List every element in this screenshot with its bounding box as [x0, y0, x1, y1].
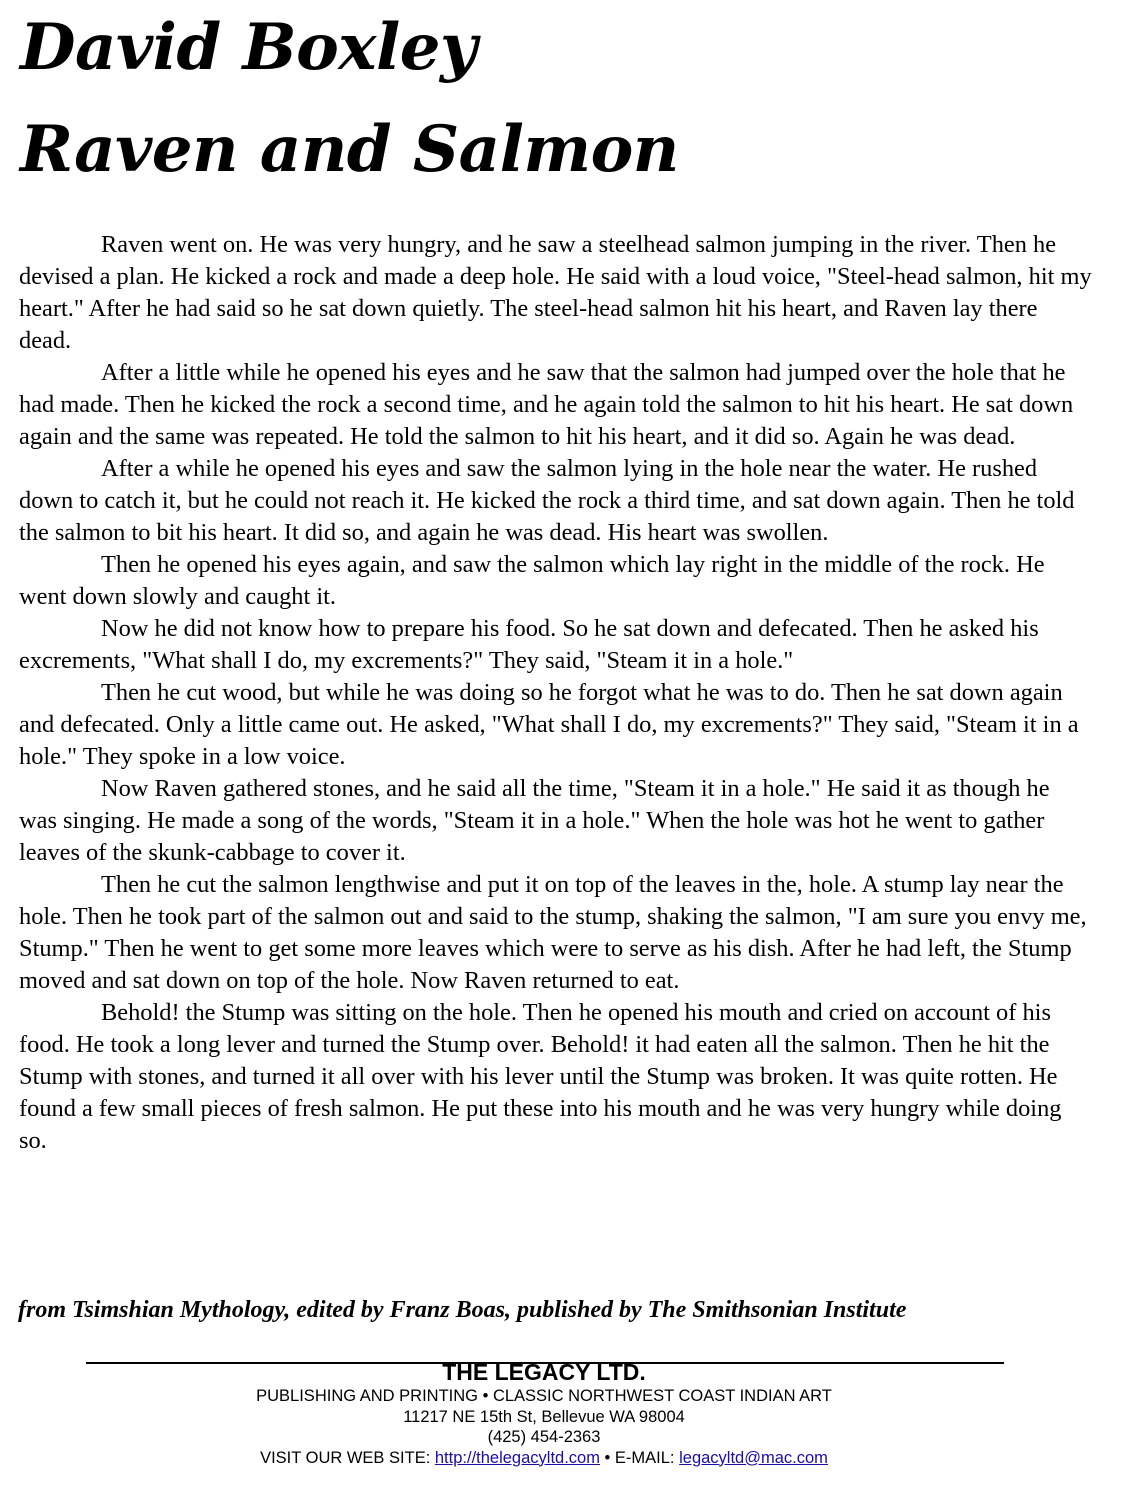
source-citation: from Tsimshian Mythology, edited by Franz Boas, published by The Smithsonian Institute [18, 1297, 907, 1323]
story-paragraph: Behold! the Stump was sitting on the hole. Then he opened his mouth and cried on account of his food. He took a long lever and turned the Stump over. Behold! it had eaten all the salmon. Then he hit the Stump with stones, and turned it all over with his lever until the Stump was broken. It was quite rotten. He found a few small pieces of fresh salmon. He put these into his mouth and he was very hungry while doing so. [19, 999, 1062, 1154]
contact-line [0, 1448, 1088, 1469]
publisher-address: 11217 NE 15th St, Bellevue WA 98004 [403, 1407, 685, 1426]
story-paragraph: Raven went on. He was very hungry, and he saw a steelhead salmon jumping in the river. Then he devised a plan. He kicked a rock and made a deep hole. He said with a loud voice, "Steel-head salmon, hit my heart." After he had said so he sat down quietly. The steel-head salmon hit his heart, and Raven lay there dead. [19, 231, 1092, 354]
email-label: E-MAIL: [614, 1448, 680, 1467]
publisher-name: THE LEGACY LTD. [442, 1359, 646, 1385]
work-title: Raven and Salmon [20, 112, 679, 187]
publisher-tagline: PUBLISHING AND PRINTING • CLASSIC NORTHWEST COAST INDIAN ART [256, 1387, 832, 1405]
author-title: David Boxley [20, 10, 477, 85]
email-link[interactable]: legacyltd@mac.com [679, 1448, 828, 1467]
story-paragraph: Then he opened his eyes again, and saw the salmon which lay right in the middle of the rock. He went down slowly and caught it. [19, 551, 1045, 610]
story-paragraph: After a little while he opened his eyes and he saw that the salmon had jumped over the hole that he had made. Then he kicked the rock a second time, and he again told the salmon to hit his heart. He sat down again and the same was repeated. He told the salmon to hit his heart, and it did so. Again he was dead. [19, 359, 1074, 450]
story-paragraph: Then he cut the salmon lengthwise and put it on top of the leaves in the, hole. A stump lay near the hole. Then he took part of the salmon out and said to the stump, shaking the salmon, "I am sure you envy me, Stump." Then he went to get some more leaves which were to serve as his dish. After he had left, the Stump moved and sat down on top of the hole. Now Raven returned to eat. [19, 871, 1087, 994]
story-paragraph: Now Raven gathered stones, and he said all the time, "Steam it in a hole." He said it as though he was singing. He made a song of the words, "Steam it in a hole." When the hole was hot he went to gather leaves of the skunk-cabbage to cover it. [19, 775, 1050, 866]
story-paragraph: After a while he opened his eyes and saw the salmon lying in the hole near the water. He rushed down to catch it, but he could not reach it. He kicked the rock a third time, and sat down again. Then he told the salmon to bit his heart. It did so, and again he was dead. His heart was swollen. [19, 455, 1075, 546]
publisher-footer [0, 1358, 1088, 1468]
contact-separator: • [599, 1448, 615, 1467]
website-label: VISIT OUR WEB SITE: [260, 1448, 435, 1467]
story-paragraph: Now he did not know how to prepare his food. So he sat down and defecated. Then he asked his excrements, "What shall I do, my excrements?" They said, "Steam it in a hole." [19, 615, 1039, 674]
publisher-phone: (425) 454-2363 [487, 1428, 601, 1446]
story-body [19, 229, 1093, 1157]
website-link[interactable]: http://thelegacyltd.com [434, 1448, 600, 1467]
story-paragraph: Then he cut wood, but while he was doing so he forgot what he was to do. Then he sat down again and defecated. Only a little came out. He asked, "What shall I do, my excrements?" They said, "Steam it in a hole." They spoke in a low voice. [19, 679, 1079, 770]
